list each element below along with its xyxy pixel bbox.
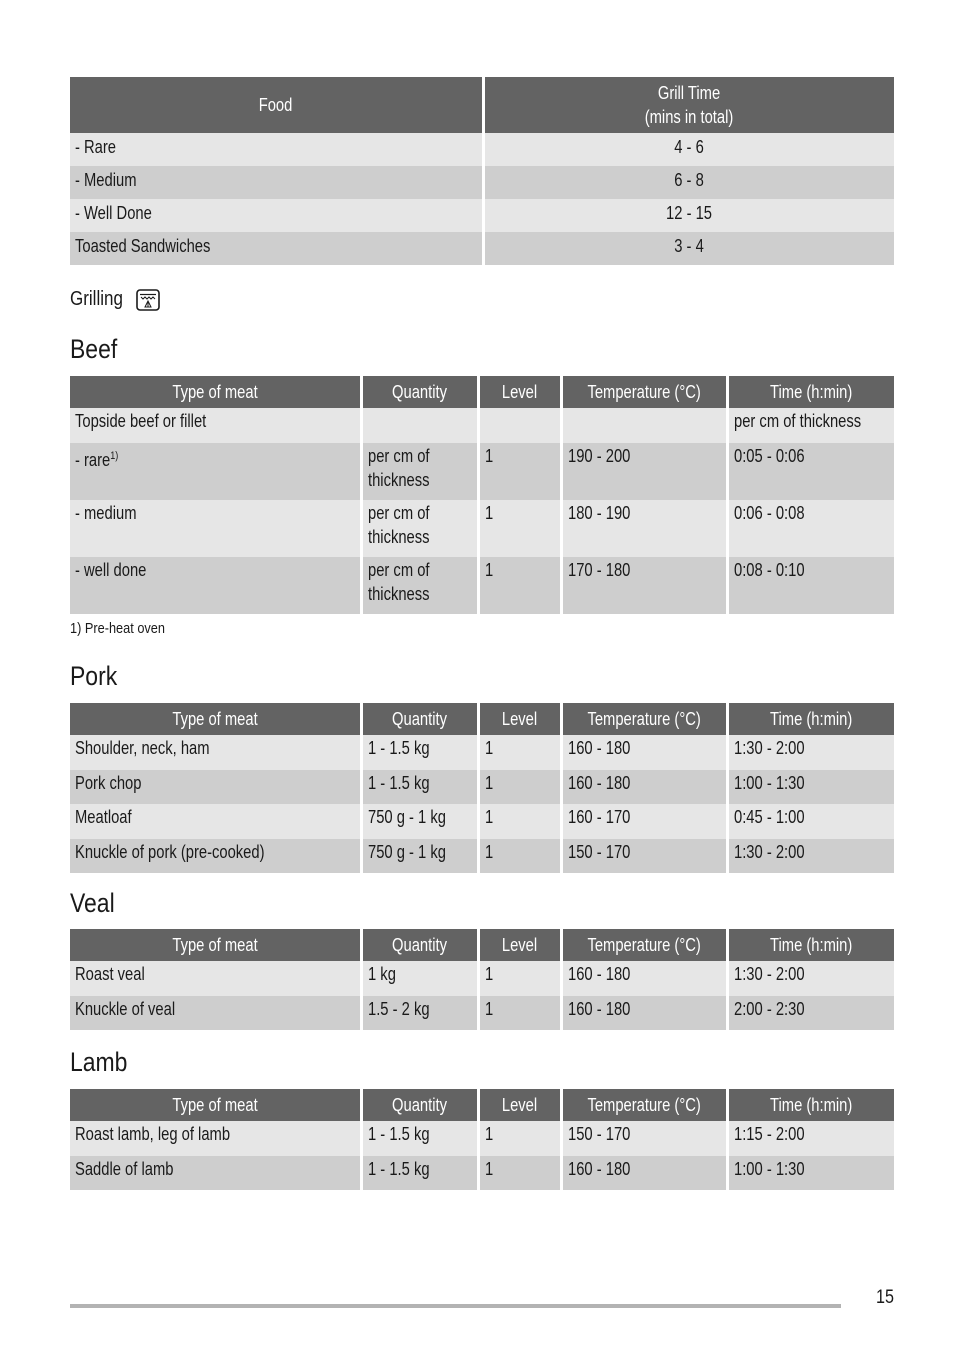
grilling-heading: Grilling: [70, 288, 160, 311]
beef-footnote: 1) Pre-heat oven: [70, 620, 165, 637]
meat-cell: Knuckle of veal: [70, 996, 361, 1031]
table-row: [70, 996, 894, 1031]
header-time: Time (h:min): [727, 376, 894, 408]
food-cell: - Rare: [70, 133, 483, 166]
quantity-cell: 750 g - 1 kg: [361, 804, 478, 839]
page-number: 15: [876, 1287, 894, 1308]
header-temperature: Temperature (°C): [561, 929, 727, 961]
temperature-cell: 160 - 180: [561, 996, 727, 1031]
grill-time-cell: 6 - 8: [483, 166, 894, 199]
meat-cell: Knuckle of pork (pre-cooked): [70, 839, 361, 874]
temperature-cell: 170 - 180: [561, 557, 727, 614]
time-cell: 1:30 - 2:00: [727, 961, 894, 996]
time-cell: per cm of thickness: [727, 408, 894, 443]
temperature-cell: 150 - 170: [561, 1121, 727, 1156]
grill-time-table: [70, 77, 894, 265]
footnote-mark: 1): [110, 449, 119, 462]
table-row: [70, 557, 894, 614]
grill-time-cell: 3 - 4: [483, 232, 894, 265]
level-cell: 1: [478, 804, 561, 839]
quantity-cell: [361, 408, 478, 443]
table-row: [70, 133, 894, 166]
level-cell: 1: [478, 996, 561, 1031]
header-temperature: Temperature (°C): [561, 1089, 727, 1121]
time-cell: 1:30 - 2:00: [727, 735, 894, 770]
time-cell: 1:00 - 1:30: [727, 1156, 894, 1191]
temperature-cell: 160 - 180: [561, 961, 727, 996]
level-cell: 1: [478, 500, 561, 557]
header-time: Time (h:min): [727, 1089, 894, 1121]
header-time: Time (h:min): [727, 703, 894, 735]
time-cell: 1:15 - 2:00: [727, 1121, 894, 1156]
header-level: Level: [478, 703, 561, 735]
table-row: [70, 839, 894, 874]
quantity-cell: 1 kg: [361, 961, 478, 996]
table-row: [70, 804, 894, 839]
level-cell: 1: [478, 443, 561, 500]
table-row: [70, 443, 894, 500]
time-cell: 0:05 - 0:06: [727, 443, 894, 500]
level-cell: 1: [478, 735, 561, 770]
header-type-of-meat: Type of meat: [70, 703, 361, 735]
grill-time-cell: 4 - 6: [483, 133, 894, 166]
time-cell: 1:00 - 1:30: [727, 770, 894, 805]
beef-table: [70, 376, 894, 614]
table-row: [70, 735, 894, 770]
quantity-cell: 1 - 1.5 kg: [361, 770, 478, 805]
time-cell: 2:00 - 2:30: [727, 996, 894, 1031]
time-cell: 0:08 - 0:10: [727, 557, 894, 614]
table-row: [70, 1156, 894, 1191]
meat-cell: Pork chop: [70, 770, 361, 805]
header-level: Level: [478, 929, 561, 961]
time-cell: 0:45 - 1:00: [727, 804, 894, 839]
food-cell: - Medium: [70, 166, 483, 199]
meat-cell: - well done: [70, 557, 361, 614]
level-cell: 1: [478, 961, 561, 996]
level-cell: 1: [478, 1121, 561, 1156]
header-quantity: Quantity: [361, 929, 478, 961]
table-row: [70, 166, 894, 199]
table-row: [70, 500, 894, 557]
level-cell: 1: [478, 770, 561, 805]
level-cell: 1: [478, 557, 561, 614]
header-level: Level: [478, 1089, 561, 1121]
food-cell: - Well Done: [70, 199, 483, 232]
meat-cell: Shoulder, neck, ham: [70, 735, 361, 770]
temperature-cell: 160 - 180: [561, 735, 727, 770]
header-type-of-meat: Type of meat: [70, 1089, 361, 1121]
meat-cell: Topside beef or fillet: [70, 408, 361, 443]
level-cell: 1: [478, 1156, 561, 1191]
quantity-cell: 1 - 1.5 kg: [361, 735, 478, 770]
lamb-title: Lamb: [70, 1047, 128, 1077]
table-row: [70, 770, 894, 805]
temperature-cell: 150 - 170: [561, 839, 727, 874]
table-row: [70, 1121, 894, 1156]
quantity-cell: 1 - 1.5 kg: [361, 1121, 478, 1156]
header-quantity: Quantity: [361, 1089, 478, 1121]
grill-icon: [136, 289, 160, 311]
time-cell: 1:30 - 2:00: [727, 839, 894, 874]
lamb-table: [70, 1089, 894, 1190]
temperature-cell: 160 - 180: [561, 770, 727, 805]
footer-rule: [70, 1304, 841, 1308]
header-temperature: Temperature (°C): [561, 703, 727, 735]
temperature-cell: 160 - 170: [561, 804, 727, 839]
temperature-cell: 160 - 180: [561, 1156, 727, 1191]
table-row: [70, 232, 894, 265]
pork-table: [70, 703, 894, 873]
meat-cell: - rare$^{1)}$: [70, 443, 361, 500]
veal-title: Veal: [70, 888, 115, 918]
header-type-of-meat: Type of meat: [70, 929, 361, 961]
header-grill-time: Grill Time (mins in total): [483, 77, 894, 133]
header-food: Food: [70, 77, 483, 133]
meat-cell: Meatloaf: [70, 804, 361, 839]
beef-title: Beef: [70, 334, 118, 364]
time-cell: 0:06 - 0:08: [727, 500, 894, 557]
quantity-cell: per cm of thickness: [361, 500, 478, 557]
meat-cell: Saddle of lamb: [70, 1156, 361, 1191]
table-row: [70, 199, 894, 232]
grill-time-cell: 12 - 15: [483, 199, 894, 232]
level-cell: [478, 408, 561, 443]
meat-cell: Roast lamb, leg of lamb: [70, 1121, 361, 1156]
header-type-of-meat: Type of meat: [70, 376, 361, 408]
temperature-cell: [561, 408, 727, 443]
table-row: [70, 408, 894, 443]
header-level: Level: [478, 376, 561, 408]
meat-cell: - medium: [70, 500, 361, 557]
level-cell: 1: [478, 839, 561, 874]
header-quantity: Quantity: [361, 703, 478, 735]
food-cell: Toasted Sandwiches: [70, 232, 483, 265]
quantity-cell: 750 g - 1 kg: [361, 839, 478, 874]
quantity-cell: per cm of thickness: [361, 443, 478, 500]
quantity-cell: 1 - 1.5 kg: [361, 1156, 478, 1191]
quantity-cell: 1.5 - 2 kg: [361, 996, 478, 1031]
table-row: [70, 961, 894, 996]
pork-title: Pork: [70, 661, 118, 691]
meat-cell: Roast veal: [70, 961, 361, 996]
temperature-cell: 190 - 200: [561, 443, 727, 500]
veal-table: [70, 929, 894, 1030]
header-quantity: Quantity: [361, 376, 478, 408]
header-time: Time (h:min): [727, 929, 894, 961]
header-temperature: Temperature (°C): [561, 376, 727, 408]
quantity-cell: per cm of thickness: [361, 557, 478, 614]
temperature-cell: 180 - 190: [561, 500, 727, 557]
